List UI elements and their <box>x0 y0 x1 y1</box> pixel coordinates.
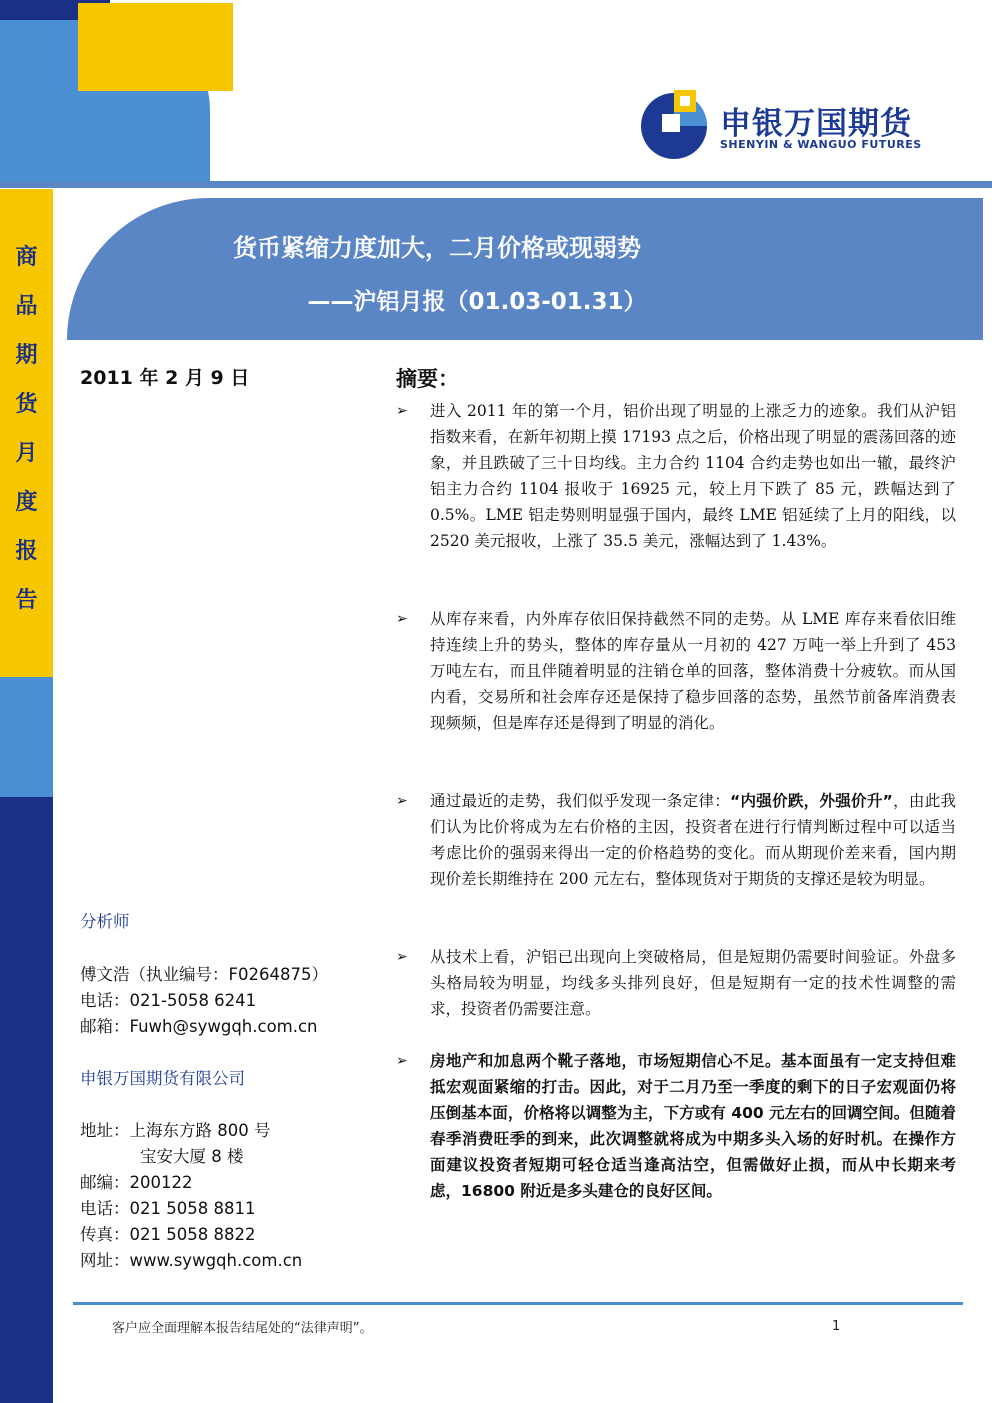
header-rule <box>0 181 992 188</box>
arrow-bullet-icon: ➢ <box>396 403 408 419</box>
logo-emblem-icon <box>640 88 712 160</box>
logo-text-en: SHENYIN & WANGUO FUTURES <box>720 138 922 151</box>
sidebar-char: 商 <box>15 245 38 270</box>
footer-rule <box>73 1302 963 1305</box>
report-title: 货币紧缩力度加大，二月价格或现弱势 <box>233 234 641 262</box>
summary-bullet-text: 进入 2011 年的第一个月，铝价出现了明显的上涨乏力的迹象。我们从沪铝指数来看，在新年初期上摸 17193 点之后，价格出现了明显的震荡回落的迹象，并且跌破了三十日均线。主力合约 1104 合约走势也如出一辙，最终沪铝主力合约 1104 报收于 16925 元，较上月下跌了 85 元，跌幅达到了 0.5%。LME 铝走势则明显强于国内，最终 LME 铝延续了上月的阳线，以 2520 美元报收，上涨了 35.5 美元，涨幅达到了 1.43%。 <box>430 402 956 550</box>
summary-bullet-text: 房地产和加息两个靴子落地，市场短期信心不足。基本面虽有一定支持但难抵宏观面紧缩的打击。因此，对于二月乃至一季度的剩下的日子宏观面仍将压倒基本面，价格将以调整为主，下方或有 400 元左右的回调空间。但随着春季消费旺季的到来，此次调整就将成为中期多头入场的好时机。在操作方面建议投资者短期可轻仓适当逢高沽空，但需做好止损，而从中长期来考虑，16800 附近是多头建仓的良好区间。 <box>430 1052 956 1200</box>
company-address-line2: 宝安大厦 8 楼 <box>140 1147 244 1166</box>
header-decoration-yellow <box>78 3 233 91</box>
company-name: 申银万国期货有限公司 <box>80 1069 245 1088</box>
summary-heading: 摘要： <box>396 367 459 391</box>
page-number: 1 <box>832 1319 841 1334</box>
sidebar-char: 品 <box>15 294 38 319</box>
arrow-bullet-icon: ➢ <box>396 611 408 627</box>
sidebar-char: 货 <box>15 392 38 417</box>
summary-bullet <box>396 1048 956 1204</box>
company-postcode: 邮编：200122 <box>80 1173 193 1192</box>
sidebar-navy <box>0 797 53 1403</box>
sidebar-label <box>0 238 53 630</box>
summary-bullet <box>396 398 956 554</box>
logo-text-cn: 申银万国期货 <box>720 106 912 142</box>
summary-bullet-text <box>430 788 956 892</box>
arrow-bullet-icon: ➢ <box>396 949 408 965</box>
company-fax: 传真：021 5058 8822 <box>80 1225 256 1244</box>
analyst-heading: 分析师 <box>80 912 130 931</box>
summary-bullet <box>396 606 956 736</box>
sidebar-char: 度 <box>15 490 38 515</box>
report-subtitle: ——沪铝月报（01.03-01.31） <box>307 289 647 315</box>
summary-bullet <box>396 788 956 892</box>
company-logo <box>640 88 940 158</box>
summary-bullet <box>396 944 956 1022</box>
summary-bullet-text: 从技术上看，沪铝已出现向上突破格局，但是短期仍需要时间验证。外盘多头格局较为明显，均线多头排列良好，但是短期有一定的技术性调整的需求，投资者仍需要注意。 <box>430 948 956 1018</box>
bullet-text-part: ，由此我们认为比价将成为左右价格的主因，投资者在进行行情判断过程中可以适当考虑比价的强弱来得出一定的价格趋势的变化。而从期现价差来看，国内期现价差长期维持在 200 元左右，整体现货对于期货的支撑还是较为明显。 <box>430 792 956 888</box>
analyst-email: 邮箱：Fuwh@sywgqh.com.cn <box>80 1017 318 1036</box>
sidebar-char: 告 <box>15 588 38 613</box>
company-website: 网址：www.sywgqh.com.cn <box>80 1251 303 1270</box>
title-banner <box>67 198 983 340</box>
sidebar-blue <box>0 677 53 797</box>
summary-bullet-text: 从库存来看，内外库存依旧保持截然不同的走势。从 LME 库存来看依旧维持连续上升的势头，整体的库存量从一月初的 427 万吨一举上升到了 453 万吨左右，而且伴随着明显的注销仓单的回落，整体消费十分疲软。而从国内看，交易所和社会库存还是保持了稳步回落的态势，虽然节前备库消费表现频频，但是库存还是得到了明显的消化。 <box>430 610 956 732</box>
arrow-bullet-icon: ➢ <box>396 793 408 809</box>
company-phone: 电话：021 5058 8811 <box>80 1199 256 1218</box>
bullet-text-emphasis: “内强价跌，外强价升” <box>730 792 893 810</box>
sidebar-char: 期 <box>15 343 38 368</box>
arrow-bullet-icon: ➢ <box>396 1053 408 1069</box>
bullet-text-part: 通过最近的走势，我们似乎发现一条定律： <box>430 792 731 810</box>
company-address: 地址：上海东方路 800 号 <box>80 1121 271 1140</box>
footer-disclaimer: 客户应全面理解本报告结尾处的“法律声明”。 <box>112 1321 373 1336</box>
report-date: 2011 年 2 月 9 日 <box>80 367 250 389</box>
sidebar-char: 月 <box>15 441 38 466</box>
sidebar-char: 报 <box>15 539 38 564</box>
analyst-name: 傅文浩（执业编号：F0264875） <box>80 965 328 984</box>
analyst-phone: 电话：021-5058 6241 <box>80 991 257 1010</box>
